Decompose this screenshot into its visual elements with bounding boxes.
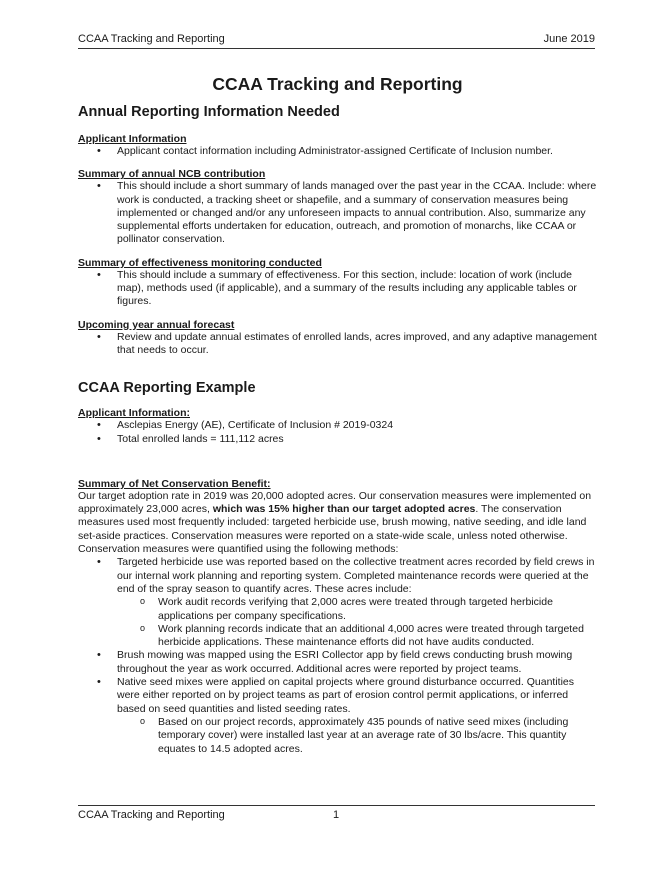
bullet-list — [78, 419, 597, 446]
list-item: • Total enrolled lands = 111,112 acres — [117, 433, 597, 446]
methods-list — [78, 556, 597, 755]
page-content — [78, 73, 597, 766]
list-item: • Asclepias Energy (AE), Certificate of Inclusion # 2019-0324 — [117, 419, 597, 432]
paragraph-text: . The conservation measures used most frequently included: targeted herbicide use, brush mowing, native seeding, and idle land set-aside practices. Conservation measures were reported on a state-wide scale, unless noted otherwise. Conservation measures were quantified using the following methods: — [78, 503, 587, 556]
ncb-paragraph — [78, 490, 597, 556]
paragraph-text: Our target adoption rate in 2019 was 20,000 adopted acres. Our conservation measures were implemented on approximately 23,000 acres, — [78, 489, 592, 516]
example-net-conservation-benefit — [78, 478, 597, 756]
list-item: • This should include a summary of effectiveness. For this section, include: location of work (include map), methods used (if applicable), and a summary of the results including any applicable tables or figures. — [117, 269, 597, 309]
bullet-list — [78, 269, 597, 309]
subsection-heading: Upcoming year annual forecast — [78, 318, 235, 331]
subsection-ncb-contribution — [78, 168, 597, 246]
list-item-text: Targeted herbicide use was reported based on the collective treatment acres recorded by field crews in our internal work planning and reporting system. Completed maintenance records were queried at the end of the spray season to quantify acres. These acres include: — [117, 556, 595, 595]
document-title: CCAA Tracking and Reporting — [212, 74, 463, 94]
list-item-text: Native seed mixes were applied on capital projects where ground disturbance occurred. Quantities were either reported on by project teams as part of erosion control permit applications, or inferred based on seed quantities and listed seeding rates. — [117, 676, 574, 715]
subsection-applicant-information — [78, 133, 597, 158]
paragraph-emphasis: which was 15% higher than our target adopted acres — [212, 503, 476, 516]
subsection-heading: Summary of annual NCB contribution — [78, 168, 266, 181]
header-date: June 2019 — [543, 33, 595, 45]
example-applicant-information — [78, 407, 597, 446]
running-header — [78, 33, 595, 49]
subsection-heading: Applicant Information: — [78, 407, 190, 420]
list-item-herbicide — [117, 556, 597, 649]
sub-list-item: o Based on our project records, approximately 435 pounds of native seed mixes (including temporary cover) were installed last year at an average rate of 30 lbs/acre. This quantity equates to 14.5 adopted acres. — [158, 716, 597, 756]
page-number: 1 — [333, 809, 340, 821]
subsection-heading: Summary of effectiveness monitoring conducted — [78, 256, 322, 269]
list-item: • Applicant contact information including Administrator-assigned Certificate of Inclusion number. — [117, 145, 597, 158]
list-item: • This should include a short summary of lands managed over the past year in the CCAA. Include: where work is conducted, a tracking sheet or shapefile, and a summary of conservation measures being implemented or changed and/or any unforeseen impacts to annual contribution. Also, summarize any supplemental efforts undertaken for education, outreach, and promotion of monarchs, like CCAA or pollinator conservation. — [117, 180, 597, 246]
section-heading-reporting-example: CCAA Reporting Example — [78, 380, 256, 397]
list-item-mowing: • Brush mowing was mapped using the ESRI Collector app by field crews conducting brush mowing throughout the year as work occurred. Additional acres were reported by project teams. — [117, 649, 597, 676]
footer-title: CCAA Tracking and Reporting — [78, 809, 225, 821]
sub-list-item: o Work audit records verifying that 2,000 acres were treated through targeted herbicide applications per company specifications. — [158, 596, 597, 623]
running-footer — [78, 805, 595, 822]
sub-list — [117, 716, 597, 756]
header-title: CCAA Tracking and Reporting — [78, 33, 225, 45]
list-item-seed — [117, 676, 597, 756]
bullet-list — [78, 180, 597, 246]
subsection-effectiveness-monitoring — [78, 257, 597, 309]
bullet-list — [78, 331, 597, 358]
subsection-heading: Applicant Information — [78, 133, 187, 145]
sub-list — [117, 596, 597, 649]
spacer — [78, 456, 597, 478]
list-item: • Review and update annual estimates of enrolled lands, acres improved, and any adaptive management that needs to occur. — [117, 331, 597, 358]
subsection-heading: Summary of Net Conservation Benefit: — [78, 477, 271, 490]
subsection-annual-forecast — [78, 319, 597, 358]
sub-list-item: o Work planning records indicate that an additional 4,000 acres were treated through targeted herbicide applications. These maintenance efforts did not have audits conducted. — [158, 623, 597, 650]
section-heading-annual-reporting: Annual Reporting Information Needed — [78, 104, 340, 120]
bullet-list — [78, 145, 597, 158]
